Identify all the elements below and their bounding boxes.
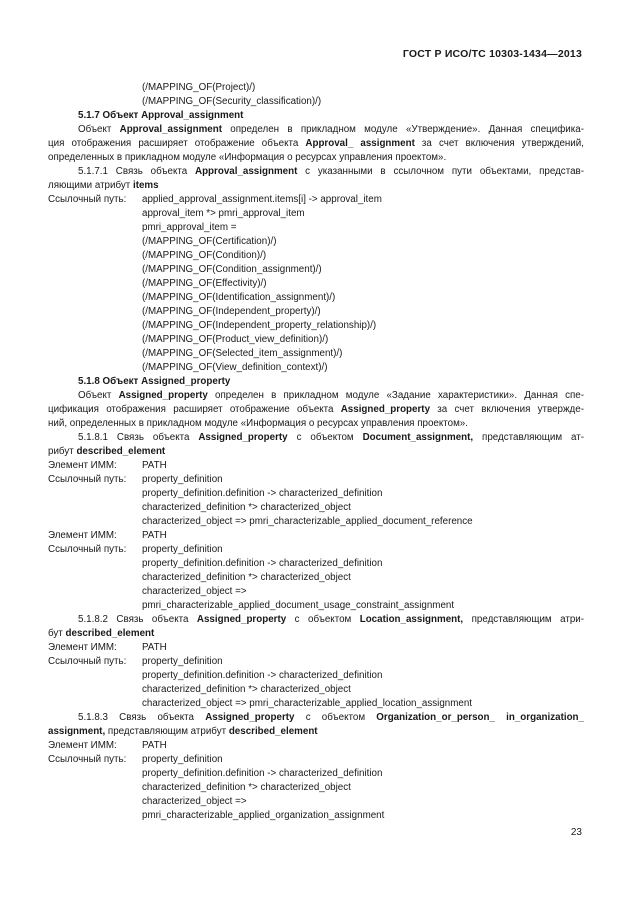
text-line — [48, 585, 584, 599]
text-run: characterized_definition *> characterized_object — [142, 502, 351, 513]
text-line — [48, 333, 584, 347]
text-run: PATH — [142, 530, 167, 541]
text-line — [48, 95, 584, 109]
text-line — [48, 277, 584, 291]
text-line — [48, 487, 584, 501]
text-run: pmri_approval_item = — [142, 222, 237, 233]
field-label: Элемент ИММ: — [48, 642, 117, 653]
text-run: ний, определенных в прикладном модуле «Информация о ресурсах управления проектом». — [48, 418, 468, 429]
field-label: Элемент ИММ: — [48, 460, 117, 471]
text-run: characterized_object => pmri_characterizable_applied_location_assignment — [142, 698, 473, 709]
bold-term: Assigned_property — [205, 712, 295, 723]
text-line — [48, 543, 584, 557]
text-line — [48, 459, 584, 473]
text-run: (/MAPPING_OF(Product_view_definition)/) — [142, 334, 329, 345]
text-line — [48, 557, 584, 571]
text-line — [48, 599, 584, 613]
text-run: characterized_definition *> characterized_object — [142, 684, 351, 695]
text-line — [48, 361, 584, 375]
text-run: applied_approval_assignment.items[i] -> approval_item — [142, 194, 382, 205]
text-line — [48, 767, 584, 781]
text-run: pmri_characterizable_applied_document_usage_constraint_assignment — [142, 600, 455, 611]
text-line — [48, 669, 584, 683]
text-run: property_definition.definition -> characterized_definition — [142, 768, 383, 779]
text-run: цификация отображения расширяет отображение объекта — [48, 404, 341, 415]
text-run: (/MAPPING_OF(Independent_property)/) — [142, 306, 321, 317]
page-number: 23 — [570, 827, 582, 838]
text-run: 5.1.8.3 Связь объекта — [78, 712, 206, 723]
text-run: (/MAPPING_OF(Condition_assignment)/) — [142, 264, 322, 275]
text-run: (/MAPPING_OF(Certification)/) — [142, 236, 277, 247]
text-run: Объект — [78, 390, 119, 401]
bold-term: Approval_ assignment — [305, 138, 415, 149]
field-label: Ссылочный путь: — [48, 754, 127, 765]
text-line — [48, 165, 584, 179]
text-run: за счет включения утвержде- — [430, 404, 584, 415]
text-line — [48, 207, 584, 221]
text-run: (/MAPPING_OF(Condition)/) — [142, 250, 267, 261]
text-run: с объектом — [287, 432, 363, 443]
text-run: pmri_characterizable_applied_organization_assignment — [142, 810, 385, 821]
text-run: представляющим атри- — [463, 614, 584, 625]
field-label: Ссылочный путь: — [48, 656, 127, 667]
text-run: PATH — [142, 460, 167, 471]
text-run: представляющим ат- — [473, 432, 584, 443]
text-run: PATH — [142, 642, 167, 653]
text-run: рибут — [48, 446, 77, 457]
text-run: определен в прикладном модуле «Утверждение». Данная специфика- — [221, 124, 584, 135]
text-line — [48, 655, 584, 669]
bold-term: Organization_or_person_ in_organization_ — [376, 712, 584, 723]
text-line — [48, 305, 584, 319]
text-run: property_definition — [142, 754, 223, 765]
text-line — [48, 753, 584, 767]
field-label: Ссылочный путь: — [48, 474, 127, 485]
text-line — [48, 613, 584, 627]
text-line — [48, 403, 584, 417]
text-line — [48, 697, 584, 711]
text-run: property_definition — [142, 656, 223, 667]
text-run: определен в прикладном модуле «Задание характеристики». Данная спе- — [207, 390, 584, 401]
text-line — [48, 627, 584, 641]
bold-term: Location_assignment, — [359, 614, 464, 625]
text-run: PATH — [142, 740, 167, 751]
text-run: 5.1.7.1 Связь объекта — [78, 166, 195, 177]
bold-term: Assigned_property — [198, 432, 288, 443]
text-run: определенных в прикладном модуле «Информация о ресурсах управления проектом». — [48, 152, 447, 163]
bold-term: 5.1.8 Объект Assigned_property — [78, 376, 231, 387]
text-line — [48, 431, 584, 445]
field-label: Элемент ИММ: — [48, 740, 117, 751]
field-label: Ссылочный путь: — [48, 544, 127, 555]
text-line — [48, 291, 584, 305]
text-run: за счет включения утверждений, — [414, 138, 584, 149]
text-line — [48, 263, 584, 277]
text-line — [48, 809, 584, 823]
bold-term: Approval_assignment — [195, 166, 298, 177]
bold-term: 5.1.7 Объект Approval_assignment — [78, 110, 244, 121]
text-line — [48, 473, 584, 487]
field-label: Элемент ИММ: — [48, 530, 117, 541]
bold-term: items — [132, 180, 159, 191]
text-run: ляющими атрибут — [48, 180, 133, 191]
text-line — [48, 641, 584, 655]
field-label: Ссылочный путь: — [48, 194, 127, 205]
text-run: ция отображения расширяет отображение объекта — [48, 138, 306, 149]
text-line — [48, 221, 584, 235]
text-line — [48, 389, 584, 403]
bold-term: Assigned_property — [340, 404, 431, 415]
text-run: (/MAPPING_OF(Effectivity)/) — [142, 278, 267, 289]
text-line — [48, 235, 584, 249]
text-line — [48, 137, 584, 151]
bold-term: Document_assignment, — [362, 432, 474, 443]
text-line — [48, 123, 584, 137]
text-line — [48, 109, 584, 123]
bold-term: described_element — [76, 446, 166, 457]
text-line — [48, 711, 584, 725]
text-run: (/MAPPING_OF(Security_classification)/) — [142, 96, 322, 107]
text-line — [48, 515, 584, 529]
text-line — [48, 795, 584, 809]
text-line — [48, 249, 584, 263]
text-line — [48, 529, 584, 543]
bold-term: described_element — [65, 628, 155, 639]
document-body — [48, 81, 584, 823]
text-run: с объектом — [294, 712, 377, 723]
text-run: с объектом — [286, 614, 360, 625]
text-run: (/MAPPING_OF(View_definition_context)/) — [142, 362, 328, 373]
text-run: (/MAPPING_OF(Selected_item_assignment)/) — [142, 348, 343, 359]
text-run: property_definition.definition -> characterized_definition — [142, 670, 383, 681]
text-run: (/MAPPING_OF(Project)/) — [142, 82, 256, 93]
text-run: Объект — [78, 124, 120, 135]
text-line — [48, 725, 584, 739]
text-run: characterized_object => — [142, 586, 247, 597]
text-run: property_definition.definition -> characterized_definition — [142, 488, 383, 499]
text-run: 5.1.8.2 Связь объекта — [78, 614, 197, 625]
bold-term: Assigned_property — [196, 614, 287, 625]
text-line — [48, 81, 584, 95]
text-run: с указанными в ссылочном пути объектами, представ- — [297, 166, 584, 177]
text-line — [48, 193, 584, 207]
text-run: characterized_definition *> characterized_object — [142, 782, 351, 793]
text-run: approval_item *> pmri_approval_item — [142, 208, 305, 219]
text-run: property_definition — [142, 474, 223, 485]
text-run: property_definition.definition -> characterized_definition — [142, 558, 383, 569]
text-line — [48, 179, 584, 193]
page-header: ГОСТ Р ИСО/ТС 10303-1434—2013 — [402, 48, 582, 60]
text-line — [48, 319, 584, 333]
text-line — [48, 375, 584, 389]
text-line — [48, 683, 584, 697]
text-run: (/MAPPING_OF(Independent_property_relationship)/) — [142, 320, 377, 331]
bold-term: Approval_assignment — [119, 124, 222, 135]
text-run: (/MAPPING_OF(Identification_assignment)/) — [142, 292, 336, 303]
text-run: characterized_object => pmri_characterizable_applied_document_reference — [142, 516, 473, 527]
text-line — [48, 501, 584, 515]
bold-term: assignment, — [48, 726, 106, 737]
text-run: бут — [48, 628, 66, 639]
text-line — [48, 571, 584, 585]
text-line — [48, 347, 584, 361]
text-line — [48, 445, 584, 459]
text-line — [48, 781, 584, 795]
text-line — [48, 417, 584, 431]
text-run: characterized_definition *> characterized_object — [142, 572, 351, 583]
text-run: characterized_object => — [142, 796, 247, 807]
bold-term: Assigned_property — [118, 390, 208, 401]
text-line — [48, 739, 584, 753]
text-run: 5.1.8.1 Связь объекта — [78, 432, 199, 443]
text-run: представляющим атрибут — [105, 726, 229, 737]
bold-term: described_element — [228, 726, 318, 737]
text-run: property_definition — [142, 544, 223, 555]
text-line — [48, 151, 584, 165]
